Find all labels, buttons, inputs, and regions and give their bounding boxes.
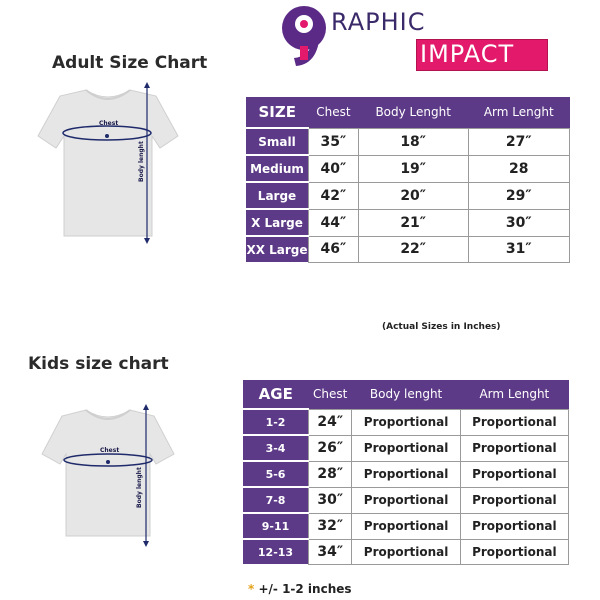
brand-logo: [276, 2, 548, 72]
adult-title: Adult Size Chart: [52, 53, 208, 73]
chest-cell: 32″: [309, 513, 352, 539]
kids-size-table: [243, 380, 569, 565]
adult-length-label: Body lenght: [138, 141, 145, 182]
body-length-cell: Proportional: [352, 461, 460, 487]
body-length-cell: 22″: [358, 236, 468, 262]
size-cell: X Large: [246, 209, 309, 236]
header-arm-length: Arm Lenght: [468, 97, 569, 128]
arm-length-cell: 29″: [468, 182, 569, 209]
body-length-cell: 19″: [358, 155, 468, 182]
table-row: [243, 513, 569, 539]
header-chest: Chest: [309, 97, 359, 128]
arm-length-cell: 31″: [468, 236, 569, 262]
chest-cell: 46″: [309, 236, 359, 262]
body-length-cell: 21″: [358, 209, 468, 236]
logo-mark-icon: [276, 2, 336, 72]
logo-text-line2: IMPACT: [420, 40, 515, 68]
body-length-cell: Proportional: [352, 487, 460, 513]
table-row: [243, 435, 569, 461]
body-length-cell: 20″: [358, 182, 468, 209]
tolerance-star: *: [248, 582, 255, 596]
adult-shirt-diagram: [20, 78, 200, 248]
size-cell: Large: [246, 182, 309, 209]
table-row: [246, 182, 570, 209]
header-body-length: Body lenght: [352, 380, 460, 409]
chest-cell: 30″: [309, 487, 352, 513]
table-header-row: [243, 380, 569, 409]
body-length-cell: Proportional: [352, 435, 460, 461]
age-cell: 1-2: [243, 409, 309, 435]
chest-cell: 34″: [309, 539, 352, 564]
header-size: SIZE: [246, 97, 309, 128]
body-length-cell: 18″: [358, 128, 468, 155]
size-cell: XX Large: [246, 236, 309, 262]
table-row: [246, 128, 570, 155]
kids-shirt-diagram: [22, 388, 192, 548]
chest-cell: 24″: [309, 409, 352, 435]
table-row: [243, 409, 569, 435]
kids-length-label: Body lenght: [136, 467, 143, 508]
chest-cell: 42″: [309, 182, 359, 209]
kids-title: Kids size chart: [28, 354, 169, 374]
logo-text-line1: RAPHIC: [331, 8, 426, 36]
adult-size-table: [246, 97, 570, 263]
chest-cell: 28″: [309, 461, 352, 487]
body-length-cell: Proportional: [352, 539, 460, 564]
age-cell: 5-6: [243, 461, 309, 487]
age-cell: 12-13: [243, 539, 309, 564]
kids-tshirt-icon: [22, 388, 192, 548]
body-length-cell: Proportional: [352, 409, 460, 435]
adult-chest-label: Chest: [99, 120, 119, 127]
arm-length-cell: Proportional: [460, 409, 568, 435]
body-length-cell: Proportional: [352, 513, 460, 539]
size-cell: Small: [246, 128, 309, 155]
header-body-length: Body Lenght: [358, 97, 468, 128]
age-cell: 9-11: [243, 513, 309, 539]
age-cell: 7-8: [243, 487, 309, 513]
age-cell: 3-4: [243, 435, 309, 461]
table-row: [243, 487, 569, 513]
arm-length-cell: 28: [468, 155, 569, 182]
chest-cell: 35″: [309, 128, 359, 155]
table-row: [243, 461, 569, 487]
chest-cell: 40″: [309, 155, 359, 182]
table-row: [246, 209, 570, 236]
arm-length-cell: Proportional: [460, 513, 568, 539]
header-age: AGE: [243, 380, 309, 409]
adult-tshirt-icon: [20, 78, 200, 248]
actual-sizes-note: (Actual Sizes in Inches): [382, 322, 501, 332]
size-cell: Medium: [246, 155, 309, 182]
table-row: [246, 155, 570, 182]
table-row: [246, 236, 570, 262]
chest-cell: 44″: [309, 209, 359, 236]
table-row: [243, 539, 569, 564]
tolerance-text: +/- 1-2 inches: [258, 582, 352, 596]
header-arm-length: Arm Lenght: [460, 380, 568, 409]
chest-cell: 26″: [309, 435, 352, 461]
table-header-row: [246, 97, 570, 128]
header-chest: Chest: [309, 380, 352, 409]
arm-length-cell: Proportional: [460, 435, 568, 461]
arm-length-cell: Proportional: [460, 461, 568, 487]
tolerance-note: [248, 582, 352, 596]
arm-length-cell: Proportional: [460, 539, 568, 564]
arm-length-cell: 27″: [468, 128, 569, 155]
arm-length-cell: Proportional: [460, 487, 568, 513]
kids-chest-label: Chest: [100, 447, 120, 454]
arm-length-cell: 30″: [468, 209, 569, 236]
